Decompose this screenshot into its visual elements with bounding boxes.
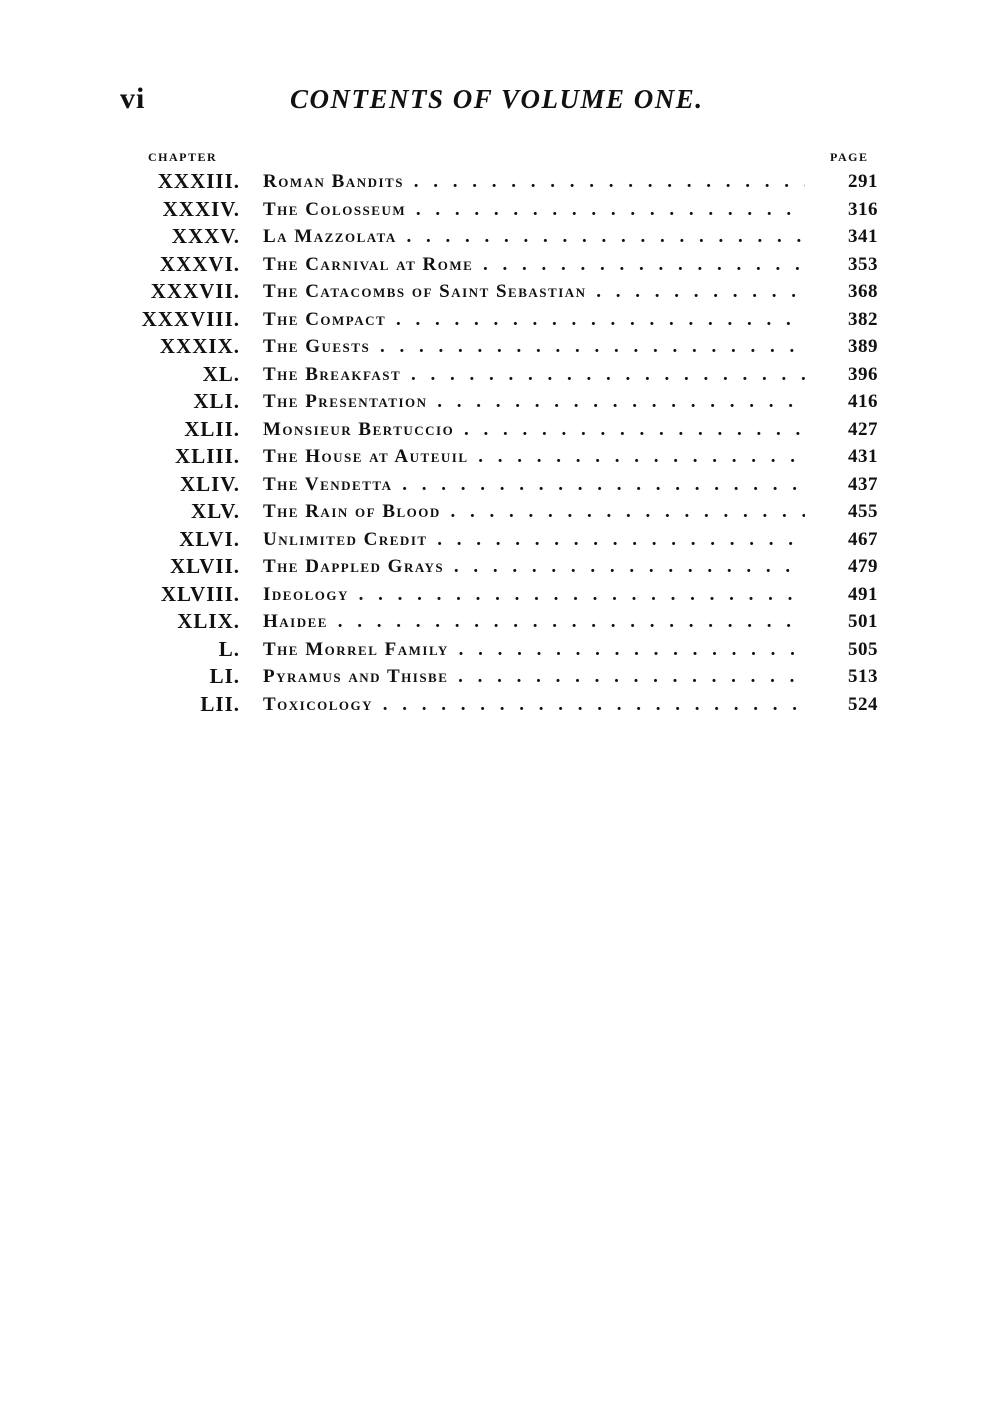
chapter-title: The Breakfast . . .	[263, 361, 805, 389]
toc-row	[0, 251, 1000, 279]
page-number: 501	[848, 611, 878, 632]
chapter-number: XXXIV.	[162, 196, 240, 221]
toc-row	[0, 691, 1000, 719]
page-number: 389	[848, 336, 878, 357]
chapter-title: The Guests . . .	[263, 333, 805, 361]
page-number: 416	[848, 391, 878, 412]
chapter-title: Toxicology . . .	[263, 691, 805, 719]
toc-row	[0, 223, 1000, 251]
toc-row	[0, 498, 1000, 526]
chapter-number: XLIII.	[175, 444, 240, 468]
page-number: 437	[848, 473, 878, 495]
chapter-title: Pyramus and Thisbe . . .	[263, 663, 805, 691]
toc-row	[0, 526, 1000, 554]
chapter-number: XLV.	[191, 499, 240, 523]
toc-row	[0, 553, 1000, 581]
chapter-title: Roman Bandits . . .	[263, 168, 805, 196]
toc-row	[0, 388, 1000, 416]
chapter-title: The Dappled Grays . . .	[263, 553, 805, 581]
toc-row	[0, 471, 1000, 499]
page-number: 513	[848, 666, 878, 687]
table-of-contents	[0, 168, 1000, 718]
toc-row	[0, 608, 1000, 636]
chapter-number: XXXIII.	[157, 169, 240, 193]
page-number: 341	[848, 226, 878, 247]
chapter-number: XLVII.	[169, 554, 240, 578]
chapter-column-heading: CHAPTER	[148, 150, 218, 164]
chapter-number: XLII.	[184, 416, 240, 441]
chapter-number: XLI.	[193, 389, 240, 413]
toc-row	[0, 168, 1000, 196]
chapter-title: The Colosseum . . .	[263, 196, 805, 224]
chapter-title: The Carnival at Rome . . .	[263, 251, 805, 279]
chapter-title: Monsieur Bertuccio . . .	[263, 416, 805, 444]
page-number: 396	[848, 363, 878, 385]
chapter-title: La Mazzolata . . .	[263, 223, 805, 251]
page-number: 479	[848, 556, 878, 577]
chapter-number: XLVI.	[179, 526, 240, 551]
chapter-title: The Vendetta . . .	[263, 471, 805, 499]
chapter-number: LII.	[200, 691, 240, 716]
chapter-title: The Presentation . . .	[263, 388, 805, 416]
page-number: 431	[848, 446, 878, 467]
toc-row	[0, 333, 1000, 361]
chapter-number: XXXVI.	[159, 251, 240, 276]
page-number: 382	[848, 308, 878, 330]
toc-row	[0, 416, 1000, 444]
page-number: 455	[848, 501, 878, 522]
running-head: CONTENTS OF VOLUME ONE.	[290, 84, 704, 114]
page-number: 491	[848, 583, 878, 605]
toc-row	[0, 306, 1000, 334]
page-number: 316	[848, 198, 878, 220]
toc-row	[0, 196, 1000, 224]
page-number: 505	[848, 638, 878, 660]
toc-row	[0, 636, 1000, 664]
chapter-title: The Catacombs of Saint Sebastian . . .	[263, 278, 805, 306]
chapter-title: The Morrel Family . . .	[263, 636, 805, 664]
chapter-title: The Rain of Blood . . .	[263, 498, 805, 526]
toc-row	[0, 663, 1000, 691]
toc-row	[0, 443, 1000, 471]
chapter-number: LI.	[209, 664, 240, 688]
chapter-number: XXXIX.	[159, 334, 240, 358]
page-number: 427	[848, 418, 878, 440]
chapter-number: L.	[218, 636, 240, 661]
chapter-number: XL.	[202, 361, 240, 386]
toc-row	[0, 361, 1000, 389]
page-number: 291	[848, 171, 878, 192]
chapter-number: XLIV.	[179, 471, 240, 496]
page-number: 524	[848, 693, 878, 715]
chapter-title: The Compact . . .	[263, 306, 805, 334]
toc-row	[0, 581, 1000, 609]
page-number: 467	[848, 528, 878, 550]
page-number: 368	[848, 281, 878, 302]
chapter-number: XLIX.	[177, 609, 240, 633]
chapter-title: The House at Auteuil . . .	[263, 443, 805, 471]
chapter-number: XXXVIII.	[141, 306, 240, 331]
chapter-title: Ideology . . .	[263, 581, 805, 609]
chapter-number: XLVIII.	[160, 581, 240, 606]
toc-row	[0, 278, 1000, 306]
page-number: 353	[848, 253, 878, 275]
chapter-number: XXXV.	[171, 224, 240, 248]
chapter-number: XXXVII.	[150, 279, 240, 303]
chapter-title: Unlimited Credit . . .	[263, 526, 805, 554]
chapter-title: Haidee . . .	[263, 608, 805, 636]
page-column-heading: PAGE	[830, 150, 869, 164]
folio-number: vi	[120, 82, 146, 115]
